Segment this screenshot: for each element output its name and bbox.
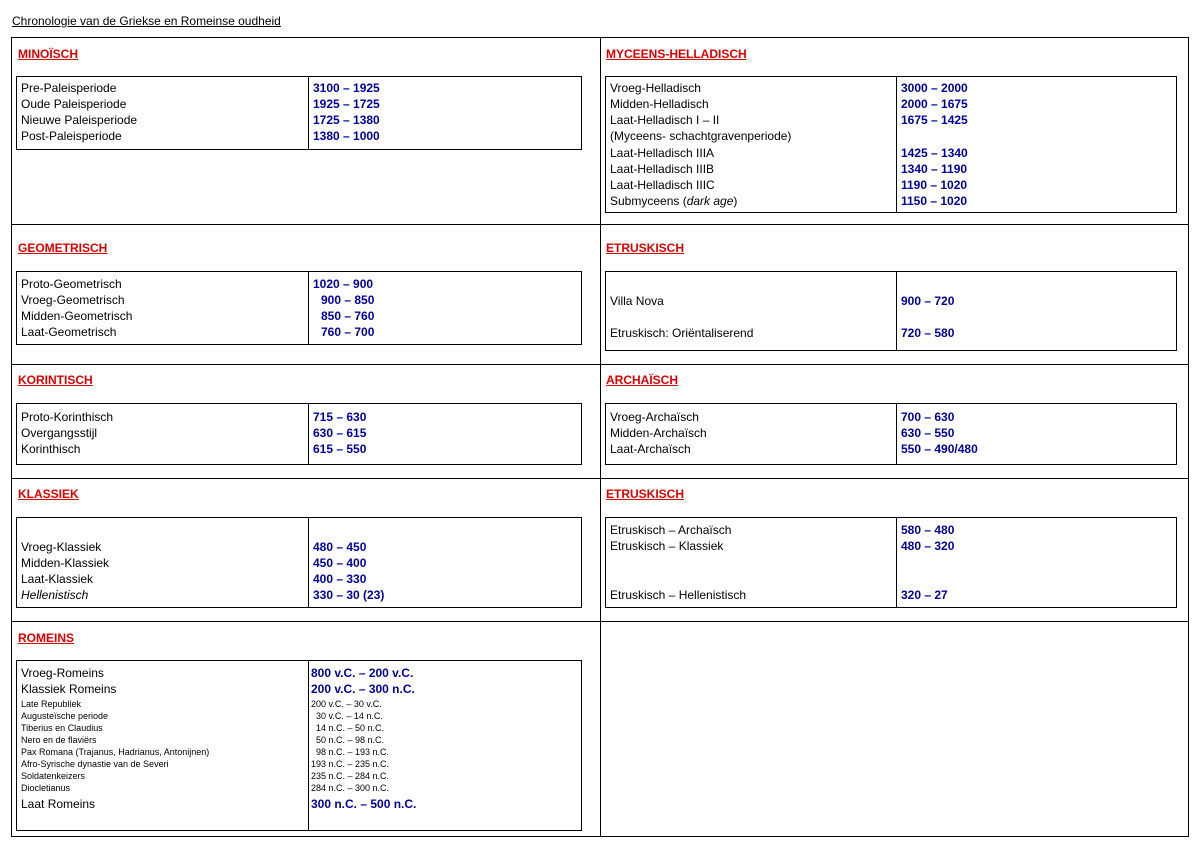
table-row: Midden-Klassiek 450 – 400 (21, 556, 367, 570)
table-row: Submyceens (dark age) 1150 – 1020 (610, 194, 968, 208)
period-table (16, 517, 582, 608)
period-table (16, 403, 582, 465)
table-row: Laat Romeins 300 n.C. – 500 n.C. (21, 797, 417, 811)
period-table (605, 271, 1177, 351)
section-etruskisch (601, 479, 1188, 621)
period-table (605, 76, 1177, 213)
table-row: Etruskisch: Oriëntaliserend 720 – 580 (610, 326, 955, 340)
table-row: Post-Paleisperiode 1380 – 1000 (21, 129, 380, 143)
table-row: Laat-Archaïsch 550 – 490/480 (610, 442, 978, 456)
table-row: Vroeg-Geometrisch 900 – 850 (21, 293, 375, 307)
section-title: GEOMETRISCH (18, 241, 108, 255)
section-klassiek (12, 479, 600, 621)
table-row: Klassiek Romeins 200 v.C. – 300 n.C. (21, 682, 415, 696)
section-title: KORINTISCH (18, 373, 93, 387)
table-row: Etruskisch – Klassiek 480 – 320 (610, 539, 955, 553)
table-row: Diocletianus 284 n.C. – 300 n.C. (21, 783, 390, 793)
table-row: Korinthisch 615 – 550 (21, 442, 367, 456)
section-title: MINOÏSCH (18, 47, 78, 61)
table-row: Afro-Syrische dynastie van de Severi 193 n.C. – 235 n.C. (21, 759, 390, 769)
table-row: Vroeg-Archaïsch 700 – 630 (610, 410, 955, 424)
period-table (16, 660, 582, 831)
table-row: Midden-Helladisch 2000 – 1675 (610, 97, 968, 111)
table-row: Laat-Klassiek 400 – 330 (21, 572, 367, 586)
section-archaisch (601, 365, 1188, 478)
table-row: Hellenistisch 330 – 30 (23) (21, 588, 385, 602)
table-row: (Myceens- schachtgravenperiode) (610, 129, 792, 143)
page-title: Chronologie van de Griekse en Romeinse oudheid (12, 14, 281, 28)
section-etruskisch (601, 225, 1188, 364)
section-romeins (12, 622, 600, 836)
table-row: Midden-Archaïsch 630 – 550 (610, 426, 955, 440)
section-title: ARCHAÏSCH (606, 373, 678, 387)
section-korintisch (12, 365, 600, 478)
section-title: KLASSIEK (18, 487, 79, 501)
period-table (16, 271, 582, 345)
table-row: Nieuwe Paleisperiode 1725 – 1380 (21, 113, 380, 127)
section-geometrisch (12, 225, 600, 364)
chronology-table (11, 37, 1189, 837)
table-row: Midden-Geometrisch 850 – 760 (21, 309, 375, 323)
table-row: Vroeg-Helladisch 3000 – 2000 (610, 81, 968, 95)
period-table (605, 403, 1177, 465)
table-row: Proto-Korinthisch 715 – 630 (21, 410, 367, 424)
section-title: ETRUSKISCH (606, 241, 685, 255)
table-row: Vroeg-Romeins 800 v.C. – 200 v.C. (21, 666, 414, 680)
table-row: Soldatenkeizers 235 n.C. – 284 n.C. (21, 771, 390, 781)
section-title: ROMEINS (18, 631, 75, 645)
table-row: Etruskisch – Hellenistisch 320 – 27 (610, 588, 948, 602)
table-row: Nero en de flaviërs 50 n.C. – 98 n.C. (21, 735, 385, 745)
table-row: Late Republiek 200 v.C. – 30 v.C. (21, 699, 382, 709)
period-table (16, 76, 582, 150)
table-row: Laat-Helladisch IIIB 1340 – 1190 (610, 162, 968, 176)
table-row: Oude Paleisperiode 1925 – 1725 (21, 97, 380, 111)
table-row: Etruskisch – Archaïsch 580 – 480 (610, 523, 955, 537)
section-title: MYCEENS-HELLADISCH (606, 47, 747, 61)
section-title: ETRUSKISCH (606, 487, 685, 501)
section-minoisch (12, 38, 600, 224)
table-row: Overgangsstijl 630 – 615 (21, 426, 367, 440)
table-row: Augusteïsche periode 30 v.C. – 14 n.C. (21, 711, 383, 721)
table-row: Laat-Helladisch IIIA 1425 – 1340 (610, 146, 968, 160)
table-row: Laat-Helladisch I – II 1675 – 1425 (610, 113, 968, 127)
table-row: Laat-Helladisch IIIC 1190 – 1020 (610, 178, 968, 192)
empty-cell (601, 622, 1188, 836)
table-row: Pax Romana (Trajanus, Hadrianus, Antonijnen) 98 n.C. – 193 n.C. (21, 747, 390, 757)
table-row: Proto-Geometrisch 1020 – 900 (21, 277, 374, 291)
table-row: Tiberius en Claudius 14 n.C. – 50 n.C. (21, 723, 385, 733)
table-row: Villa Nova 900 – 720 (610, 294, 955, 308)
table-row: Laat-Geometrisch 760 – 700 (21, 325, 375, 339)
table-row: Vroeg-Klassiek 480 – 450 (21, 540, 367, 554)
period-table (605, 517, 1177, 608)
table-row: Pre-Paleisperiode 3100 – 1925 (21, 81, 380, 95)
section-myceens-helladisch (601, 38, 1188, 224)
